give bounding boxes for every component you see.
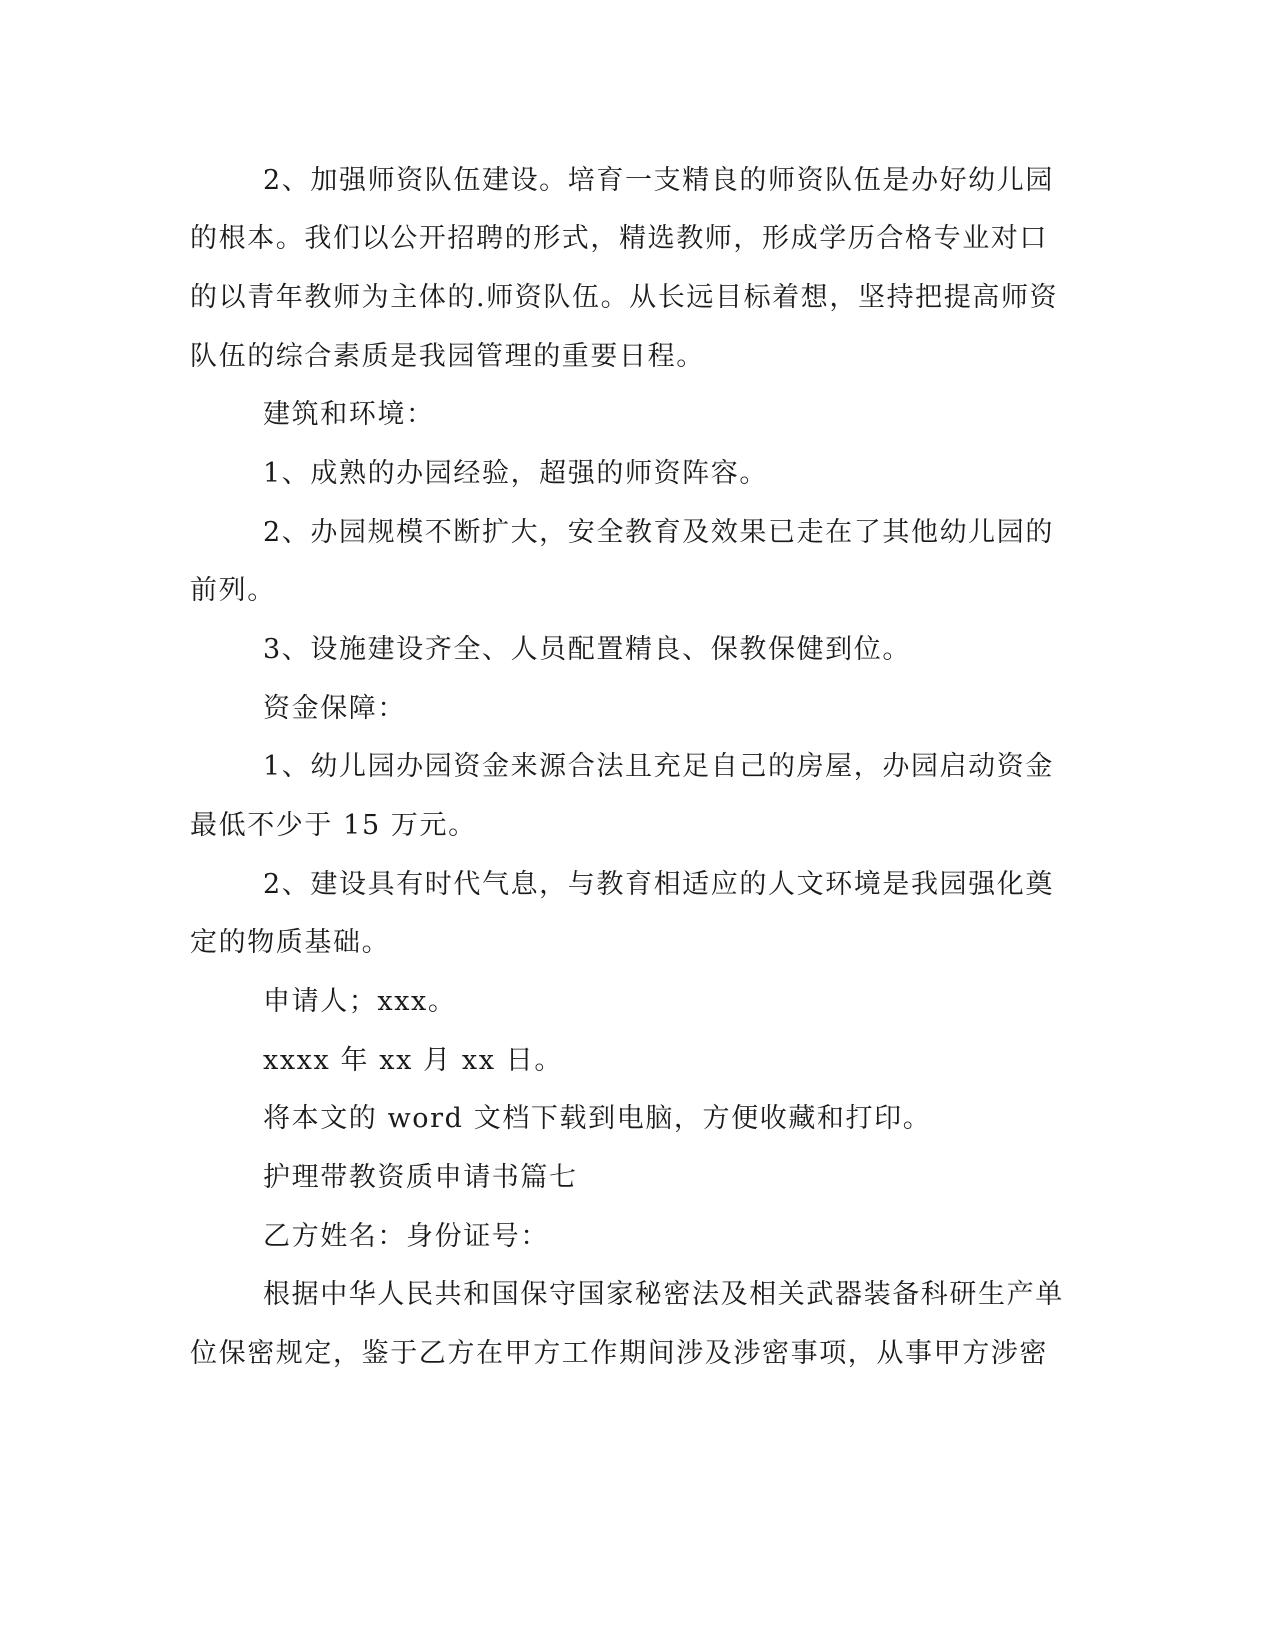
date-line: xxxx 年 xx 月 xx 日。 [263,1045,563,1076]
paragraph-line: 2、加强师资队伍建设。培育一支精良的师资队伍是办好幼儿园 [263,165,1054,196]
paragraph-line: 乙方姓名：身份证号： [263,1221,549,1252]
paragraph-line: 队伍的综合素质是我园管理的重要日程。 [190,341,705,372]
paragraph-line: 3、设施建设齐全、人员配置精良、保教保健到位。 [263,634,911,665]
paragraph-line: 1、成熟的办园经验，超强的师资阵容。 [263,458,768,489]
paragraph-line: 2、办园规模不断扩大，安全教育及效果已走在了其他幼儿园的 [263,517,1054,548]
paragraph-line: 位保密规定，鉴于乙方在甲方工作期间涉及涉密事项，从事甲方涉密 [190,1338,1048,1369]
paragraph-line: 定的物质基础。 [190,927,391,958]
paragraph-line: 最低不少于 15 万元。 [190,810,477,841]
paragraph-line: 的以青年教师为主体的.师资队伍。从长远目标着想，坚持把提高师资 [190,282,1059,313]
paragraph-line: 2、建设具有时代气息，与教育相适应的人文环境是我园强化奠 [263,869,1054,900]
paragraph-line: 1、幼儿园办园资金来源合法且充足自己的房屋，办园启动资金 [263,751,1054,782]
paragraph-line: 前列。 [190,575,276,606]
paragraph-line: 的根本。我们以公开招聘的形式，精选教师，形成学历合格专业对口 [190,223,1048,254]
download-note: 将本文的 word 文档下载到电脑，方便收藏和打印。 [263,1103,932,1134]
section-heading: 建筑和环境： [263,399,435,430]
section-title: 护理带教资质申请书篇七 [263,1162,578,1193]
section-heading: 资金保障： [263,693,406,724]
paragraph-line: 根据中华人民共和国保守国家秘密法及相关武器装备科研生产单 [263,1279,1064,1310]
applicant-line: 申请人；xxx。 [263,986,457,1017]
